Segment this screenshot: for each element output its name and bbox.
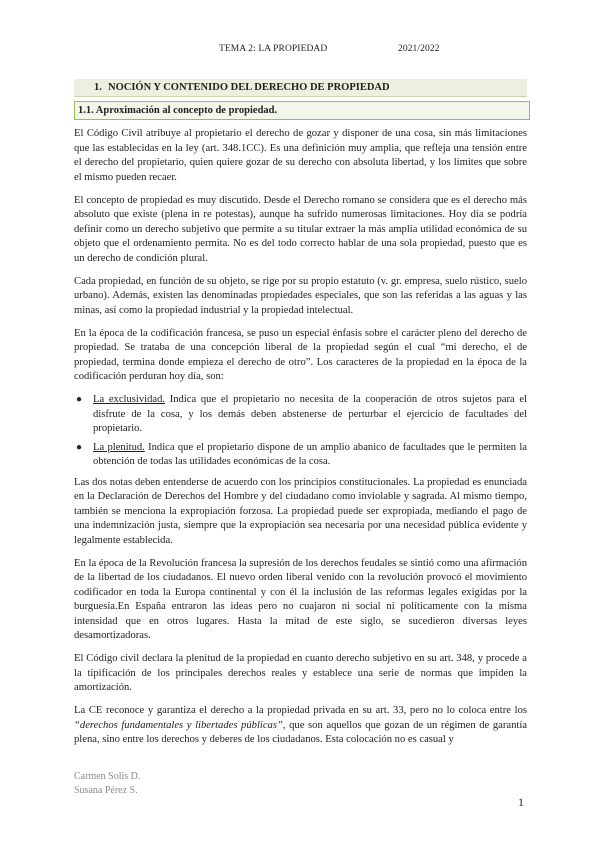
- list-item: [74, 441, 527, 470]
- paragraph-8-italic: “derechos fundamentales y libertades públicas”: [74, 719, 283, 731]
- characteristics-list: [74, 393, 527, 470]
- bullet-icon: ●: [76, 441, 83, 453]
- paragraph-4: En la época de la codificación francesa, se puso un especial énfasis sobre el carácter pleno del derecho de propiedad. Se trataba de una concepción liberal de la propiedad según el cual “mi derecho, el de propiedad, termina donde empieza el derecho de otro”. Los caracteres de la propiedad en la época de la codificación perduran hoy día, son:: [74, 327, 527, 382]
- list-item-text: Indica que el propietario no necesita de la cooperación de otros sujetos para el disfrute de la cosa, y los demás deben abstenerse de perturbar el ejercicio de facultades del propietario.: [93, 394, 527, 434]
- list-item: [74, 393, 527, 437]
- paragraph-2: El concepto de propiedad es muy discutido. Desde el Derecho romano se considera que es el derecho más absoluto que existe (plena in re potestas), aunque ha sufrido numerosas limitaciones. Hoy día se podría definir como un derecho subjetivo que permite a su titular extraer la más amplia utilidad económica de su objeto que el ordenamiento permita. No es del todo correcto hablar de una sola propiedad, puesto que es un derecho de condición plural.: [74, 194, 527, 264]
- paragraph-6: En la época de la Revolución francesa la supresión de los derechos feudales se sintió como una afirmación de la libertad de los ciudadanos. El nuevo orden liberal venido con la revolución provocó el movimiento codificador en toda la Europa continental y con él la inclusión de las reformas legales exigidas por la burguesía.En España entraron las ideas pero no cuajaron ni social ni políticamente con la misma intensidad que en otros lugares. Hasta la mitad de este siglo, se sucedieron diversas leyes desamortizadoras.: [74, 557, 527, 641]
- section-title: NOCIÓN Y CONTENIDO DEL DERECHO DE PROPIEDAD: [108, 82, 390, 93]
- paragraph-1: El Código Civil atribuye al propietario el derecho de gozar y disponer de una cosa, sin más limitaciones que las establecidas en la ley (art. 348.1CC). Es una definición muy amplia, que refleja una tensión entre el derecho del propietario, quien quiere gozar de su derecho con absoluta libertad, y los límites que sobre el mismo pueden recaer.: [74, 128, 527, 183]
- paragraph-8: [74, 704, 527, 748]
- list-item-text: Indica que el propietario dispone de un amplio abanico de facultades que le permiten la obtención de todas las utilidades económicas de la cosa.: [93, 441, 527, 467]
- list-item-term: La plenitud.: [93, 441, 145, 453]
- list-item-term: La exclusividad.: [93, 394, 166, 405]
- section-heading: [74, 79, 527, 97]
- footer-author-1: Carmen Solís D.: [74, 771, 141, 782]
- document-body: [74, 127, 527, 756]
- paragraph-8-end: , que son aquellos que gozan de un régimen de garantía plena, sino entre los derechos y deberes de los ciudadanos. Esta colocación no es casual y: [74, 719, 527, 745]
- paragraph-8-start: La CE reconoce y garantiza el derecho a la propiedad privada en su art. 33, pero no lo coloca entre los: [74, 705, 527, 716]
- page-footer: [74, 770, 140, 798]
- header-year: 2021/2022: [398, 44, 440, 54]
- footer-author-2: Susana Pérez S.: [74, 785, 138, 796]
- paragraph-5: Las dos notas deben entenderse de acuerdo con los principios constitucionales. La propiedad es enunciada en la Declaración de Derechos del Hombre y del ciudadano como inviolable y sagrada. Al mismo tiempo, también se menciona la expropiación forzosa. La propiedad puede ser expropiada, mediando el pago de una indemnización justa, siempre que la expropiación sea necesaria por una necesidad pública evidente y legalmente establecida.: [74, 476, 527, 546]
- page-number: 1: [518, 795, 524, 809]
- header-title: TEMA 2: LA PROPIEDAD: [219, 44, 328, 54]
- bullet-icon: ●: [76, 394, 83, 405]
- subsection-heading: 1.1. Aproximación al concepto de propiedad.: [74, 101, 530, 120]
- section-number: 1.: [94, 82, 102, 93]
- paragraph-3: Cada propiedad, en función de su objeto, se rige por su propio estatuto (v. gr. empresa, suelo rústico, suelo urbano). Además, existen las denominadas propiedades especiales, que son las referidas a las aguas y las minas, así como la propiedad industrial y la propiedad intelectual.: [74, 275, 527, 316]
- paragraph-7: El Código civil declara la plenitud de la propiedad en cuanto derecho subjetivo en su art. 348, y procede a la tipificación de los principales derechos reales y establece una serie de normas que impiden la amortización.: [74, 653, 527, 693]
